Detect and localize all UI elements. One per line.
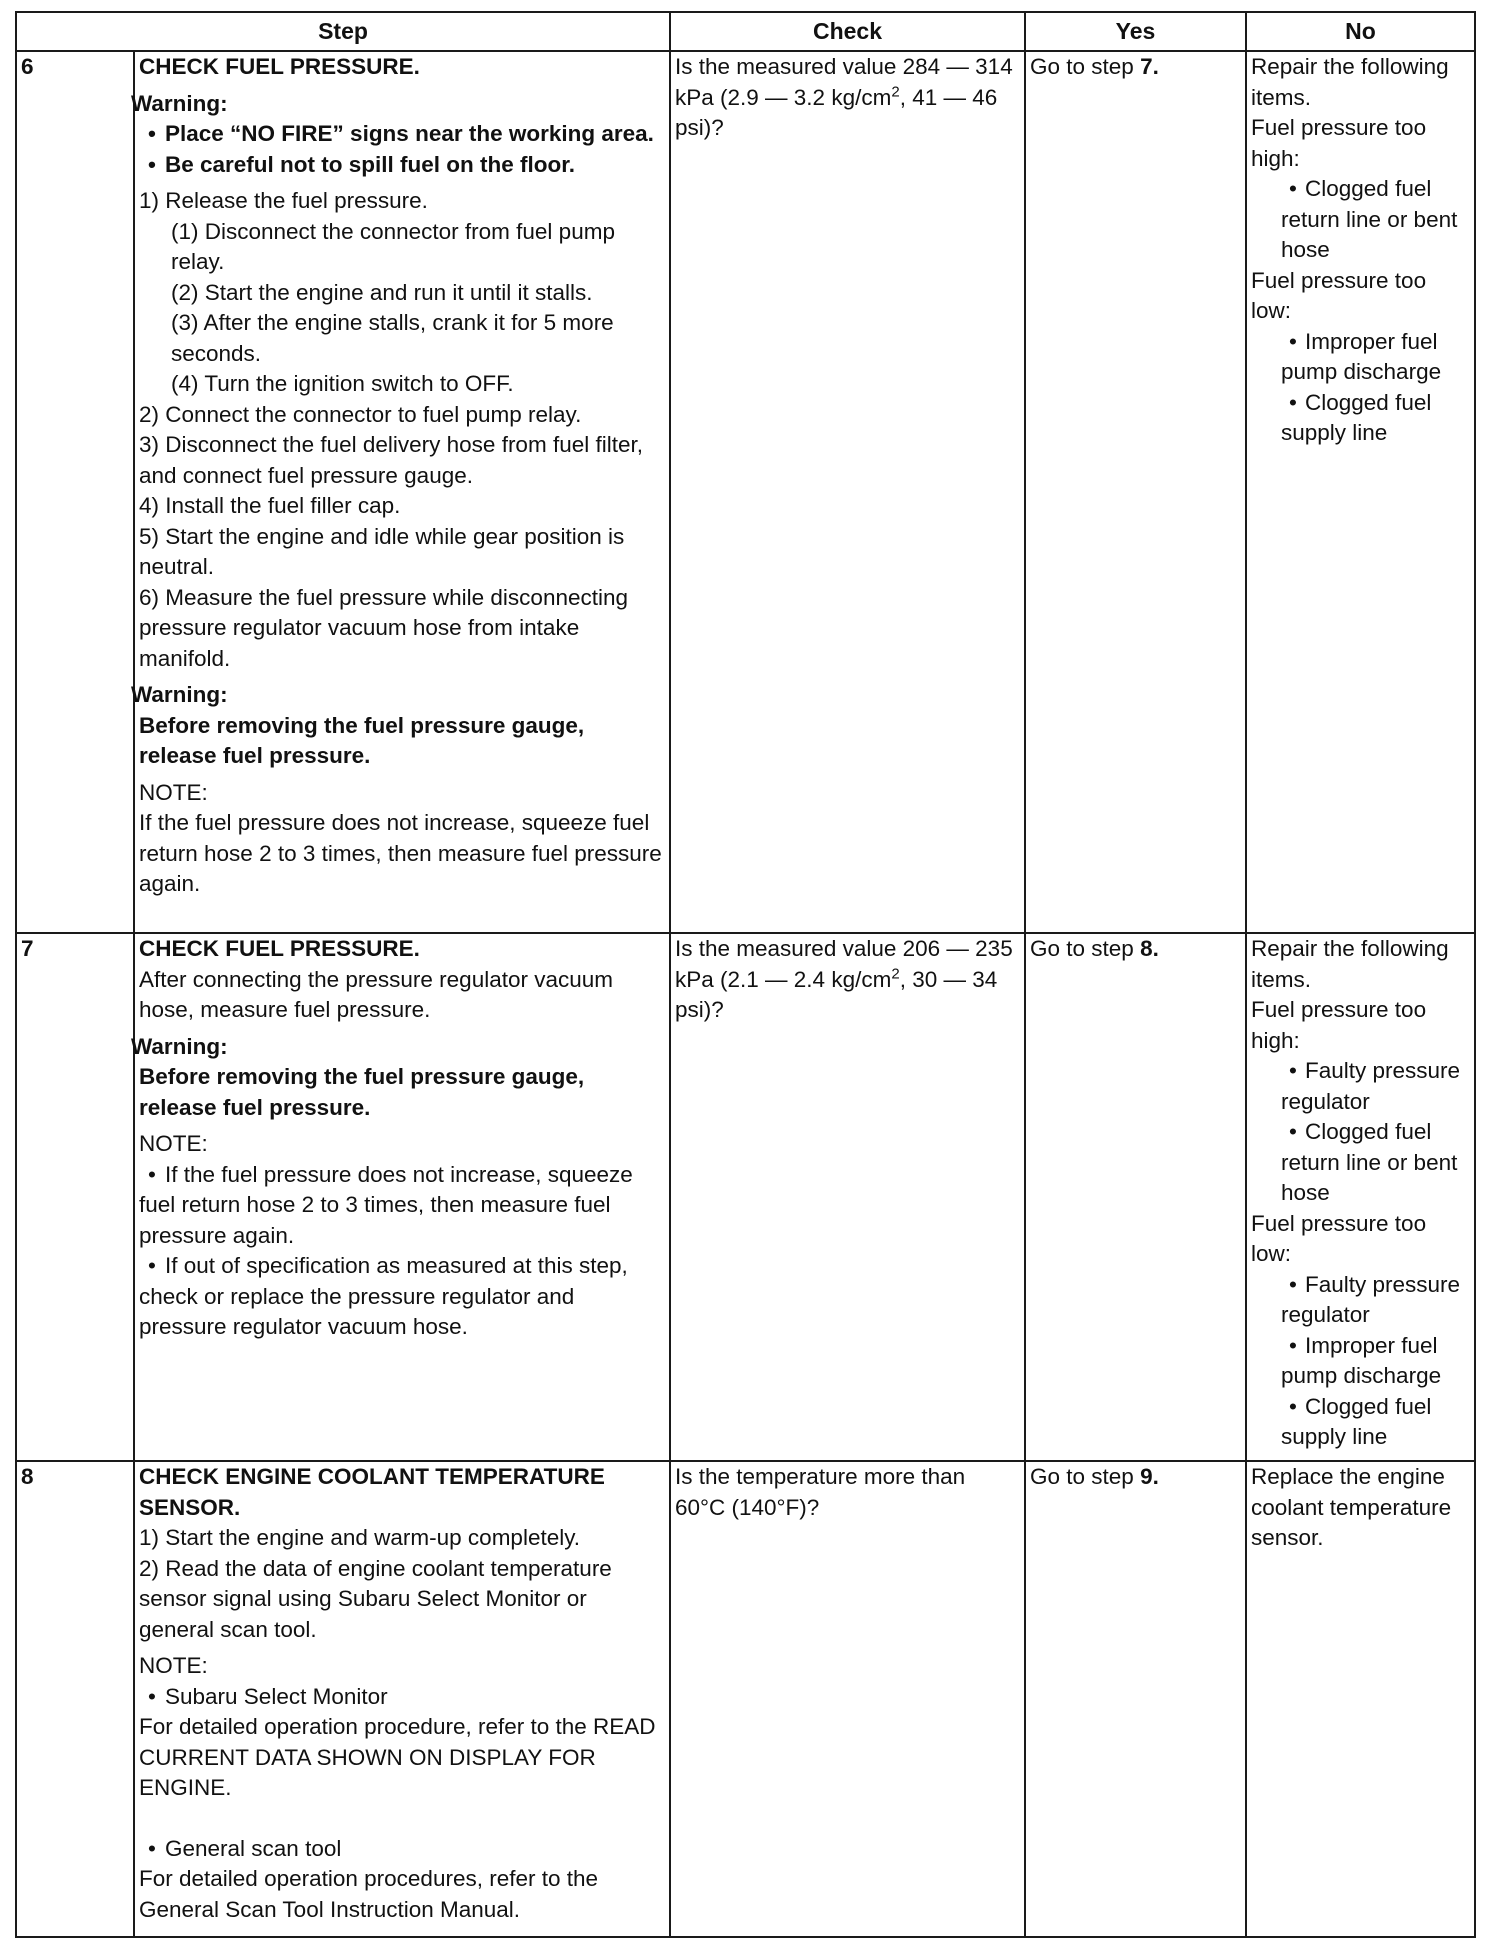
procedure-step: 1) Release the fuel pressure. [139,188,428,213]
step-text: After connecting the pressure regulator vacuum hose, measure fuel pressure. [139,966,614,1022]
procedure-substep: (3) After the engine stalls, crank it for 5 more seconds. [171,310,614,366]
procedure-substep: (1) Disconnect the connector from fuel pump relay. [171,218,615,274]
no-item: • Clogged fuel supply line [1281,389,1432,445]
header-step: Step [16,12,670,51]
yes-cell: Go to step 7. [1025,51,1246,933]
header-check: Check [670,12,1025,51]
yes-cell: Go to step 9. [1025,1461,1246,1937]
step-title: CHECK FUEL PRESSURE. [139,54,420,79]
note-text: For detailed operation procedure, refer to the READ CURRENT DATA SHOWN ON DISPLAY FOR ENGINE. [139,1714,656,1800]
warning-text: Before removing the fuel pressure gauge, release fuel pressure. [139,712,585,768]
note-item: • If the fuel pressure does not increase, squeeze fuel return hose 2 to 3 times, then measure fuel pressure again. [139,1161,633,1248]
no-item: • Faulty pressure regulator [1281,1271,1461,1327]
procedure-step: 1) Start the engine and warm-up completely. [139,1525,581,1550]
no-cell: Repair the following items. Fuel pressure too high: • Clogged fuel return line or bent hose Fuel pressure too low: • Improper fuel pump discharge • Clogged fuel supply line [1246,51,1475,933]
warning-text: Before removing the fuel pressure gauge, release fuel pressure. [139,1064,585,1120]
note-text: For detailed operation procedures, refer to the General Scan Tool Instruction Manual. [139,1866,599,1922]
step-cell [131,933,670,1461]
header-no: No [1246,12,1475,51]
step-number: 7 [16,933,134,1461]
procedure-step: 3) Disconnect the fuel delivery hose from fuel filter, and connect fuel pressure gauge. [139,432,643,488]
warning-item: • Place “NO FIRE” signs near the working area. [148,121,654,146]
procedure-step: 5) Start the engine and idle while gear position is neutral. [139,523,625,579]
check-cell: Is the temperature more than 60°C (140°F)? [670,1461,1025,1937]
header-yes: Yes [1025,12,1246,51]
procedure-substep: (4) Turn the ignition switch to OFF. [171,371,514,396]
no-item: • Improper fuel pump discharge [1281,1332,1442,1388]
procedure-step: 4) Install the fuel filler cap. [139,493,401,518]
no-item: • Clogged fuel supply line [1281,1393,1432,1449]
procedure-step: 6) Measure the fuel pressure while disconnecting pressure regulator vacuum hose from intake manifold. [139,584,629,671]
note-label: NOTE: [139,1653,208,1678]
warning-label: Warning: [131,1033,228,1059]
no-cell: Replace the engine coolant temperature sensor. [1246,1461,1475,1937]
note-item: • Subaru Select Monitor [148,1683,388,1709]
note-label: NOTE: [139,1131,208,1156]
table-row [16,51,1475,933]
no-item: • Clogged fuel return line or bent hose [1281,1119,1458,1205]
table-header-row [16,12,1475,51]
diagnostic-table [15,11,1476,1938]
note-item: • If out of specification as measured at this step, check or replace the pressure regulator and pressure regulator vacuum hose. [139,1253,628,1339]
warning-label: Warning: [131,682,228,707]
no-cell: Repair the following items. Fuel pressure too high: • Faulty pressure regulator • Clogged fuel return line or bent hose Fuel pressure too low: • Faulty pressure regulator • Improper fuel pump discharge • Clogged fuel supply line [1246,933,1475,1461]
table-row [16,1461,1475,1937]
step-cell [134,1461,670,1937]
check-cell: Is the measured value 284 — 314 kPa (2.9 — 3.2 $kg/cm^2$, 41 — 46 psi)? [670,51,1025,933]
no-item: • Faulty pressure regulator [1281,1058,1461,1114]
yes-cell: Go to step 8. [1025,933,1246,1461]
no-item: • Improper fuel pump discharge [1281,328,1442,384]
note-label: NOTE: [139,779,208,805]
table-row [16,933,1475,1461]
step-number: 6 [16,51,134,933]
step-cell [131,51,670,933]
no-item: • Clogged fuel return line or bent hose [1281,176,1458,262]
note-item: • General scan tool [148,1835,342,1861]
procedure-substep: (2) Start the engine and run it until it stalls. [171,279,593,305]
note-text: If the fuel pressure does not increase, squeeze fuel return hose 2 to 3 times, then measure fuel pressure again. [139,810,662,896]
warning-item: • Be careful not to spill fuel on the floor. [148,151,576,177]
step-title: CHECK ENGINE COOLANT TEMPERATURE SENSOR. [139,1464,605,1520]
procedure-step: 2) Read the data of engine coolant temperature sensor signal using Subaru Select Monitor or general scan tool. [139,1555,612,1642]
procedure-step: 2) Connect the connector to fuel pump relay. [139,401,582,427]
step-number: 8 [16,1461,134,1937]
warning-label: Warning: [131,90,228,116]
check-cell: Is the measured value 206 — 235 kPa (2.1 — 2.4 $kg/cm^2$, 30 — 34 psi)? [670,933,1025,1461]
step-title: CHECK FUEL PRESSURE. [139,936,420,961]
